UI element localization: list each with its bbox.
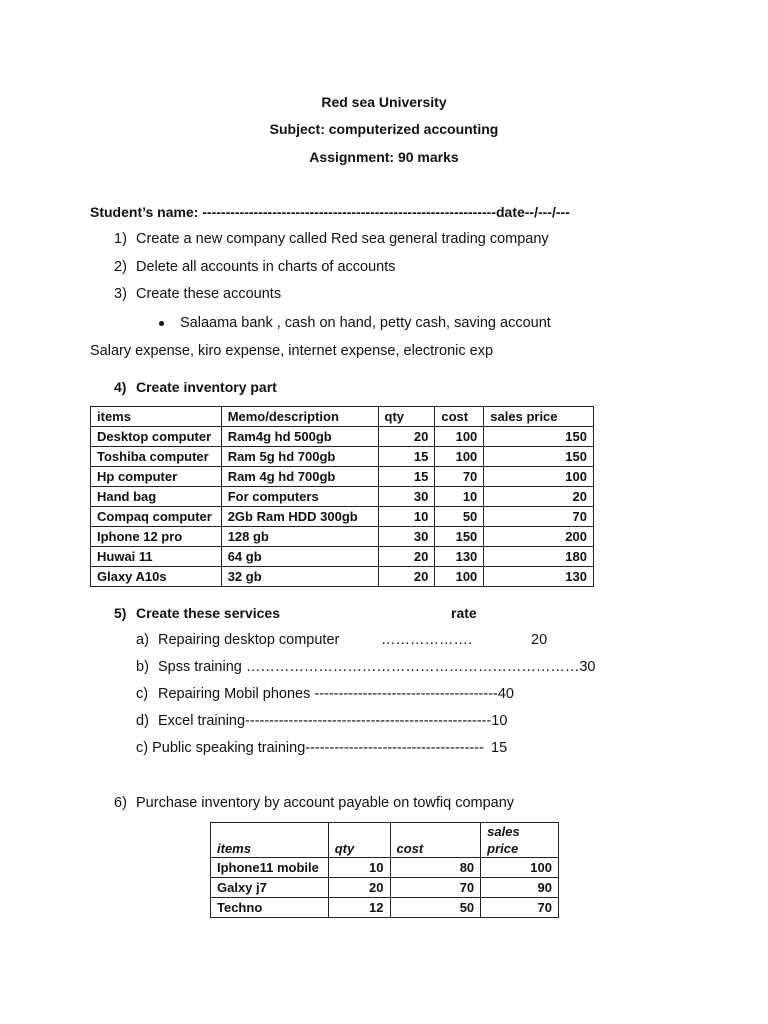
table-row [91,567,594,587]
service-a-dots: ………………. [381,632,473,648]
header-cell: sales price [484,407,594,427]
table-row [91,547,594,567]
service-a-letter: a) [136,632,149,648]
memo-cell: For computers [221,487,378,507]
item-cell: Galxy j7 [211,878,329,898]
task-4-number: 4) [114,379,127,395]
table-row [91,447,594,467]
rate-label: rate [451,605,477,621]
table-row [91,507,594,527]
service-d-letter: d) [136,713,149,729]
sales-price-cell: 70 [484,507,594,527]
item-cell: Iphone11 mobile [211,858,329,878]
sales-price-cell: 150 [484,447,594,467]
item-cell: Iphone 12 pro [91,527,222,547]
item-cell: Desktop computer [91,427,222,447]
purchase-table [210,822,559,918]
memo-cell: 64 gb [221,547,378,567]
sales-price-cell: 200 [484,527,594,547]
sales-price-cell: 180 [484,547,594,567]
header-cell: Memo/description [221,407,378,427]
service-c-text: Repairing Mobil phones --------------------------------------40 [158,686,514,702]
task-6-text: Purchase inventory by account payable on towfiq company [136,795,515,811]
task-3-number: 3) [114,286,127,302]
cost-cell: 100 [435,567,484,587]
sales-price-cell: 70 [481,898,559,918]
university-title: Red sea University [321,94,447,110]
qty-cell: 20 [378,567,435,587]
task-2-number: 2) [114,259,127,275]
task-3-text: Create these accounts [136,286,282,302]
header-cell: sales price [481,823,559,858]
item-cell: Huwai 11 [91,547,222,567]
service-b-letter: b) [136,659,149,675]
table-row [211,858,559,878]
purchase-header-row [211,823,559,858]
qty-cell: 20 [328,878,390,898]
memo-cell: Ram4g hd 500gb [221,427,378,447]
memo-cell: 32 gb [221,567,378,587]
cost-cell: 150 [435,527,484,547]
service-a-text: Repairing desktop computer [158,632,340,648]
assignment-title: Assignment: 90 marks [309,149,459,165]
table-row [91,527,594,547]
item-cell: Hp computer [91,467,222,487]
service-d-text: Excel training---------------------------------------------------10 [158,713,508,729]
cost-cell: 70 [390,878,481,898]
header-cell: items [211,823,329,858]
service-e-rate: 15 [491,740,508,756]
service-e-text: c) Public speaking training------------------------------------- [136,740,484,756]
qty-cell: 12 [328,898,390,918]
task-5-number: 5) [114,605,127,621]
qty-cell: 20 [378,547,435,567]
task-1-number: 1) [114,231,127,247]
expense-accounts-line: Salary expense, kiro expense, internet expense, electronic exp [90,343,494,359]
header-cell: cost [435,407,484,427]
table-row [211,898,559,918]
sales-price-cell: 90 [481,878,559,898]
item-cell: Hand bag [91,487,222,507]
sales-price-cell: 150 [484,427,594,447]
service-c-letter: c) [136,686,149,702]
student-name-line: Student’s name: ---------------------------------------------------------------date--/---/--- [90,204,570,220]
item-cell: Toshiba computer [91,447,222,467]
header-cell: items [91,407,222,427]
cost-cell: 50 [435,507,484,527]
task-4-text: Create inventory part [136,379,277,395]
memo-cell: 128 gb [221,527,378,547]
sales-price-cell: 20 [484,487,594,507]
cost-cell: 80 [390,858,481,878]
memo-cell: Ram 5g hd 700gb [221,447,378,467]
qty-cell: 10 [378,507,435,527]
cost-cell: 70 [435,467,484,487]
subject-title: Subject: computerized accounting [269,121,499,137]
service-a-rate: 20 [531,632,548,648]
sales-price-cell: 100 [481,858,559,878]
cost-cell: 100 [435,427,484,447]
header-cell: cost [390,823,481,858]
qty-cell: 30 [378,527,435,547]
table-row [211,878,559,898]
service-b-text: Spss training ……………………………………………………………30 [158,659,596,675]
memo-cell: 2Gb Ram HDD 300gb [221,507,378,527]
header-cell: qty [378,407,435,427]
task-2-text: Delete all accounts in charts of accounts [136,259,396,275]
qty-cell: 15 [378,447,435,467]
qty-cell: 10 [328,858,390,878]
cost-cell: 130 [435,547,484,567]
table-row [91,487,594,507]
table-row [91,467,594,487]
cost-cell: 50 [390,898,481,918]
cost-cell: 10 [435,487,484,507]
header-cell: qty [328,823,390,858]
sales-price-cell: 130 [484,567,594,587]
memo-cell: Ram 4g hd 700gb [221,467,378,487]
inventory-header-row [91,407,594,427]
item-cell: Techno [211,898,329,918]
task-1-text: Create a new company called Red sea general trading company [136,231,549,247]
inventory-table [90,406,594,587]
cost-cell: 100 [435,447,484,467]
qty-cell: 15 [378,467,435,487]
bullet-icon [159,321,164,326]
bank-accounts-line: Salaama bank , cash on hand, petty cash, saving account [180,315,551,331]
qty-cell: 20 [378,427,435,447]
task-6-number: 6) [114,795,127,811]
sales-price-cell: 100 [484,467,594,487]
item-cell: Compaq computer [91,507,222,527]
item-cell: Glaxy A10s [91,567,222,587]
qty-cell: 30 [378,487,435,507]
table-row [91,427,594,447]
task-5-text: Create these services [136,605,280,621]
